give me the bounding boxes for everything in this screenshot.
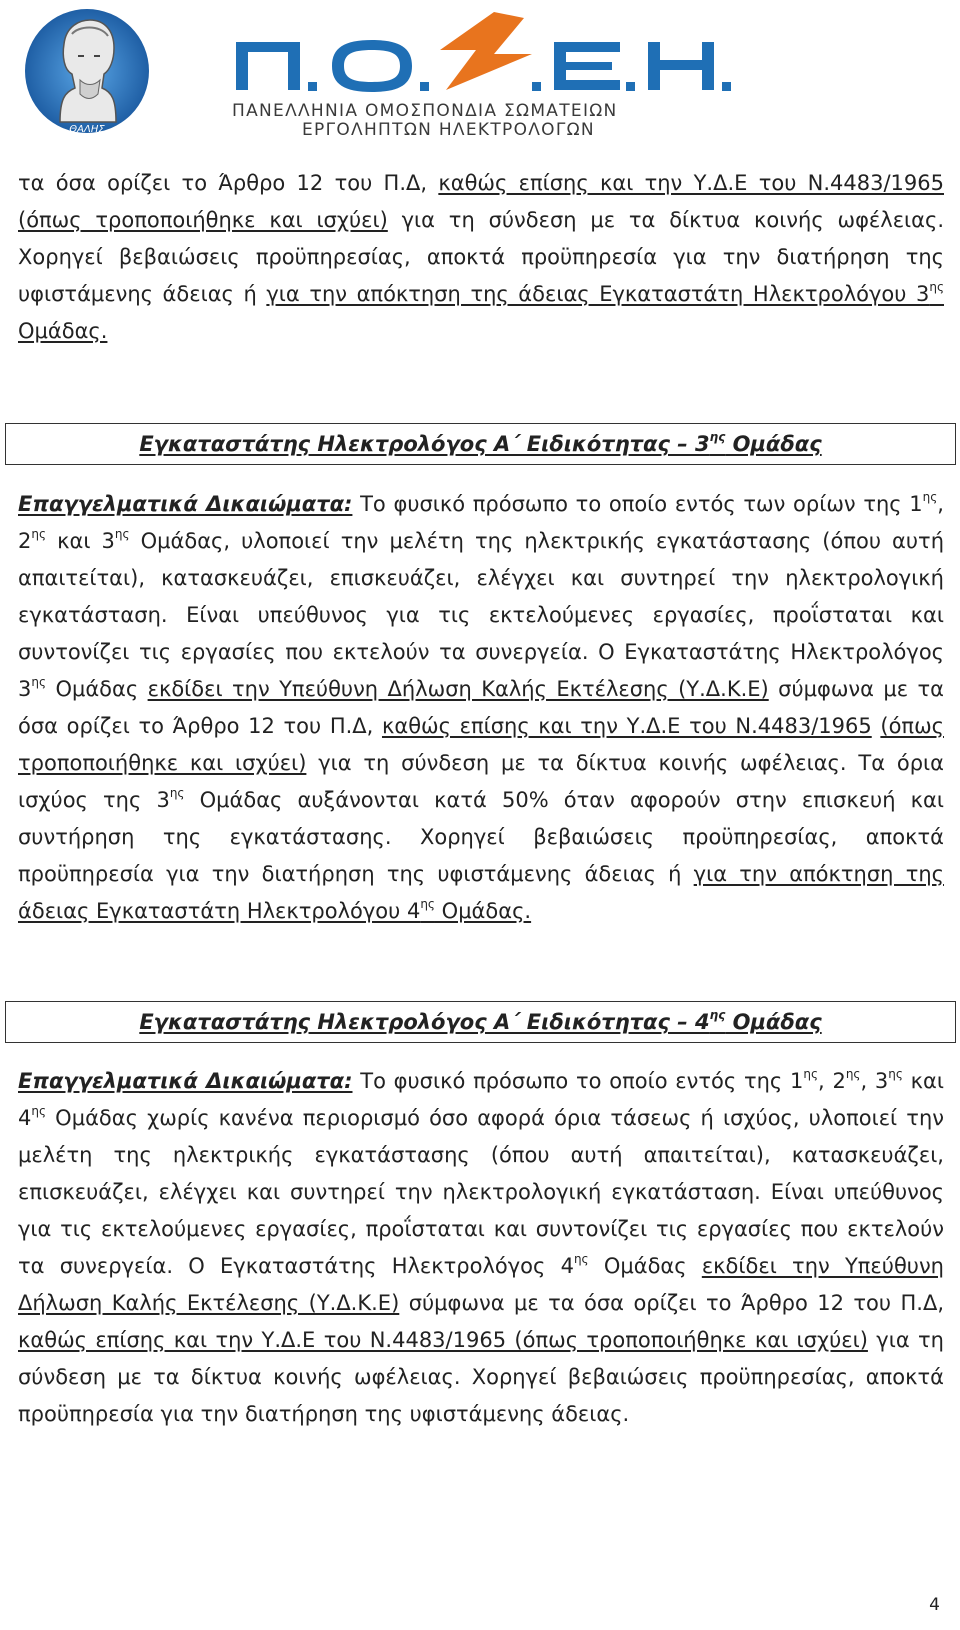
underlined-text: (όπως τροποποιήθηκε και ισχύει) xyxy=(18,714,944,775)
section-body-group-4: Επαγγελματικά Δικαιώματα: Το φυσικό πρόσωπο το οποίο εντός της $1^{\eta\varsigma}$, $2^{\eta\varsigma}$, $3^{\eta\varsigma}$ και $4^{\eta\varsigma}$ Ομάδας χωρίς κανένα περιορισμό όσο αφορά όρια τάσεως ή ισχύος, υλοποιεί την μελέτη της ηλεκτρικής εγκατάστασης (όπου αυτή απαιτείται), κατασκευάζει, επισκευάζει, ελέγχει και συντηρεί την ηλεκτρολογική εγκατάσταση. Είναι υπεύθυνος για τις εκτελούμενες εργασίες, προΐσταται και συντονίζει τις εργασίες που εκτελούν τα συνεργεία. Ο Εγκαταστάτης Ηλεκτρολόγος $4^{\eta\varsigma}$ Ομάδας εκδίδει την Υπεύθυνη Δήλωση Καλής Εκτέλεσης (Υ.Δ.Κ.Ε) σύμφωνα με τα όσα ορίζει το Άρθρο 12 του Π.Δ, καθώς επίσης και την Υ.Δ.Ε του Ν.4483/1965 (όπως τροποποιήθηκε και ισχύει) για τη σύνδεση με τα δίκτυα κοινής ωφέλειας. Χορηγεί βεβαιώσεις προϋπηρεσίας, αποκτά προϋπηρεσία για την διατήρηση της υφιστάμενης άδειας. xyxy=(18,1067,944,1426)
underlined-text: καθώς επίσης και την Υ.Δ.Ε του Ν.4483/1965 (όπως τροποποιήθηκε και ισχύει) xyxy=(18,1328,868,1352)
underlined-text: καθώς επίσης και την Υ.Δ.Ε του Ν.4483/1965 xyxy=(381,714,872,738)
section-lead: Επαγγελματικά Δικαιώματα: xyxy=(18,1069,353,1093)
svg-text:ΠΑΝΕΛΛΗΝΙΑ ΟΜΟΣΠΟΝΔΙΑ ΣΩΜΑΤΕΙΩ: ΠΑΝΕΛΛΗΝΙΑ ΟΜΟΣΠΟΝΔΙΑ ΣΩΜΑΤΕΙΩΝ xyxy=(232,101,618,121)
underlined-text: για την απόκτηση της άδειας Εγκαταστάτη Ηλεκτρολόγου $3^{\eta\varsigma}$ xyxy=(266,280,944,306)
section-heading-group-3 xyxy=(5,423,956,465)
thales-logo xyxy=(20,4,155,139)
underlined-text: καθώς επίσης και την Υ.Δ.Ε του Ν.4483/1965 xyxy=(438,171,944,195)
underlined-text: Ομάδας. xyxy=(18,319,108,343)
text: για τη σύνδεση με τα δίκτυα κοινής ωφέλειας. Χορηγεί βεβαιώσεις προϋπηρεσίας, αποκτά προϋπηρεσία για την διατήρηση της υφιστάμενης άδειας ή xyxy=(18,208,944,306)
section-body-group-3: Επαγγελματικά Δικαιώματα: Το φυσικό πρόσωπο το οποίο εντός των ορίων της $1^{\eta\varsigma}$, $2^{\eta\varsigma}$ και $3^{\eta\varsigma}$ Ομάδας, υλοποιεί την μελέτη της ηλεκτρικής εγκατάστασης (όπου αυτή απαιτείται), κατασκευάζει, επισκευάζει, ελέγχει και συντηρεί την ηλεκτρολογική εγκατάσταση. Είναι υπεύθυνος για τις εκτελούμενες εργασίες, προΐσταται και συντονίζει τις εργασίες που εκτελούν τα συνεργεία. Ο Εγκαταστάτης Ηλεκτρολόγος $3^{\eta\varsigma}$ Ομάδας εκδίδει την Υπεύθυνη Δήλωση Καλής Εκτέλεσης (Υ.Δ.Κ.Ε) σύμφωνα με τα όσα ορίζει το Άρθρο 12 του Π.Δ, καθώς επίσης και την Υ.Δ.Ε του Ν.4483/1965 (όπως τροποποιήθηκε και ισχύει) για τη σύνδεση με τα δίκτυα κοινής ωφέλειας. Τα όρια ισχύος της $3^{\eta\varsigma}$ Ομάδας αυξάνονται κατά 50% όταν αφορούν στην επισκευή και συντήρηση της εγκατάστασης. Χορηγεί βεβαιώσεις προϋπηρεσίας, αποκτά προϋπηρεσία για την διατήρηση της υφιστάμενης άδειας ή για την απόκτηση της άδειας Εγκαταστάτη Ηλεκτρολόγου $4^{\eta\varsigma}$ Ομάδας. xyxy=(18,490,944,923)
letterhead xyxy=(0,0,960,145)
section-heading-group-4 xyxy=(5,1001,956,1043)
underlined-text: εκδίδει την Υπεύθυνη Δήλωση Καλής Εκτέλεσης (Υ.Δ.Κ.Ε) xyxy=(18,1254,944,1315)
svg-text:ΕΡΓΟΛΗΠΤΩΝ ΗΛΕΚΤΡΟΛΟΓΩΝ: ΕΡΓΟΛΗΠΤΩΝ ΗΛΕΚΤΡΟΛΟΓΩΝ xyxy=(302,120,595,140)
page-number: 4 xyxy=(929,1595,940,1615)
underlined-text: εκδίδει την Υπεύθυνη Δήλωση Καλής Εκτέλεσης (Υ.Δ.Κ.Ε) xyxy=(147,677,769,701)
svg-text:ΘΑΛΗΣ: ΘΑΛΗΣ xyxy=(69,124,105,135)
section-lead: Επαγγελματικά Δικαιώματα: xyxy=(18,492,353,516)
intro-paragraph xyxy=(18,165,944,350)
thales-bust-icon xyxy=(20,4,155,139)
section-title: Εγκαταστάτης Ηλεκτρολόγος Α΄ Ειδικότητας – $4^{\eta\varsigma}$ Ομάδας xyxy=(139,1008,822,1034)
underlined-text: για την απόκτηση της άδειας Εγκαταστάτη Ηλεκτρολόγου $4^{\eta\varsigma}$ Ομάδας. xyxy=(18,862,944,923)
section-title: Εγκαταστάτης Ηλεκτρολόγος Α΄ Ειδικότητας – $3^{\eta\varsigma}$ Ομάδας xyxy=(139,430,822,456)
text: τα όσα ορίζει το Άρθρο 12 του Π.Δ, xyxy=(18,171,439,195)
underlined-text: (όπως τροποποιήθηκε και ισχύει) xyxy=(18,208,388,232)
poseh-wordmark xyxy=(232,10,852,140)
